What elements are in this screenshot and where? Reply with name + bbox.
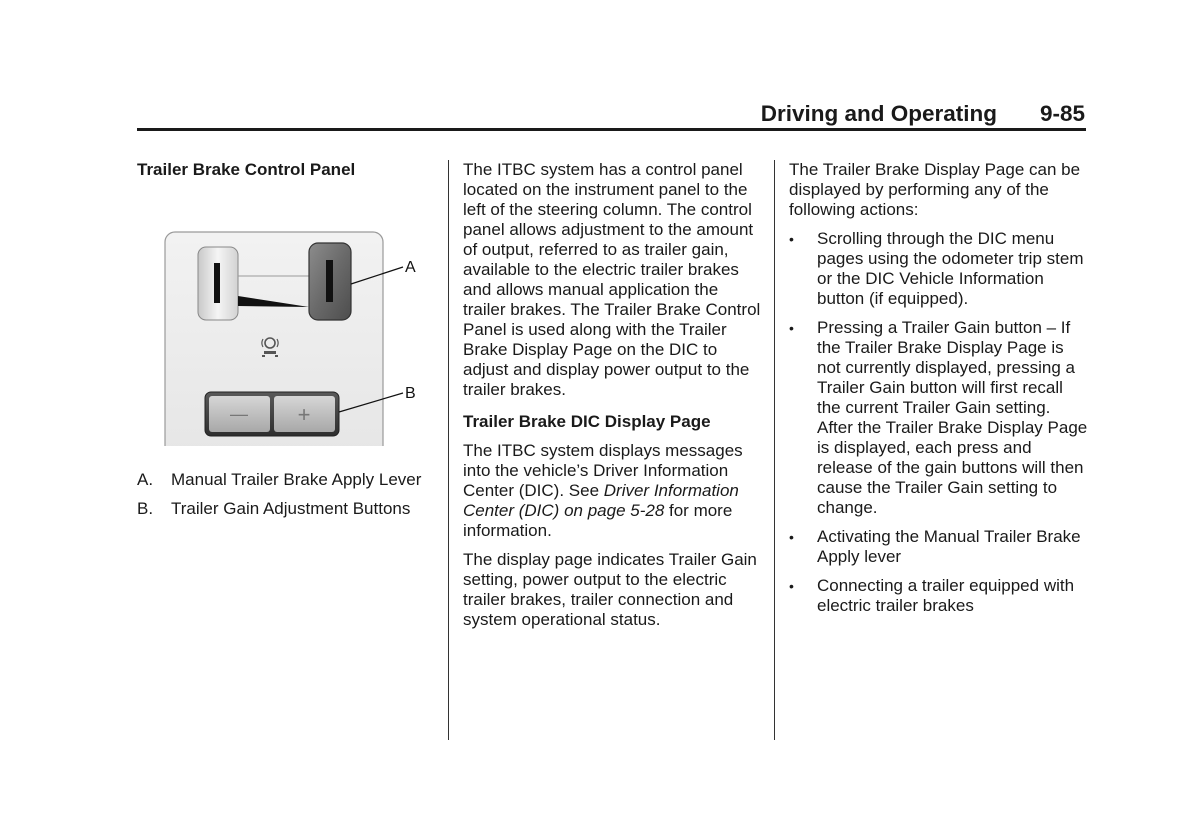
list-item: • Pressing a Trailer Gain button – If the Trailer Brake Display Page is not currently displayed, pressing a Trailer Gain button will first recall the current Trailer Gain setting. After the Trailer Brake Display Page is displayed, each press and release of the gain buttons will then cause the Trailer Gain setting to change. bbox=[789, 318, 1089, 518]
actions-intro: The Trailer Brake Display Page can be displayed by performing any of the following actions: bbox=[789, 160, 1081, 219]
header-rule bbox=[137, 128, 1086, 131]
column-divider-1 bbox=[448, 160, 449, 740]
list-item: • Activating the Manual Trailer Brake Apply lever bbox=[789, 527, 1089, 567]
figure-legend bbox=[137, 470, 437, 519]
figure-heading: Trailer Brake Control Panel bbox=[137, 160, 356, 179]
display-page-paragraph: The display page indicates Trailer Gain setting, power output to the electric trailer brakes, trailer connection and system operational status. bbox=[463, 550, 757, 629]
section-title: Driving and Operating bbox=[760, 101, 997, 126]
callout-a: A bbox=[405, 259, 416, 276]
page-number: 9-85 bbox=[1039, 101, 1085, 126]
list-item: • Scrolling through the DIC menu pages using the odometer trip stem or the DIC Vehicle Information button (if equipped). bbox=[789, 229, 1089, 309]
dic-cross-reference: Driver Information Center (DIC) on page 5-28 bbox=[463, 481, 739, 520]
column-1 bbox=[137, 160, 437, 528]
minus-glyph: — bbox=[230, 404, 248, 424]
list-item: • Connecting a trailer equipped with electric trailer brakes bbox=[789, 576, 1089, 616]
plus-glyph: + bbox=[297, 402, 311, 427]
itbc-description: The ITBC system has a control panel located on the instrument panel to the left of the steering column. The control panel allows adjustment to the amount of output, referred to as trailer gain, available to the electric trailer brakes and allows manual application the trailer brakes. The Trailer Brake Control Panel is used along with the Trailer Brake Display Page on the DIC to adjust and display power output to the trailer brakes. bbox=[463, 160, 761, 399]
column-2 bbox=[463, 160, 761, 639]
column-3 bbox=[789, 160, 1089, 625]
legend-item-a: A. Manual Trailer Brake Apply Lever bbox=[137, 470, 422, 489]
control-panel-illustration bbox=[137, 196, 437, 446]
column-divider-2 bbox=[774, 160, 775, 740]
legend-item-b: B. Trailer Gain Adjustment Buttons bbox=[137, 499, 411, 518]
actions-list bbox=[789, 229, 1089, 616]
dic-display-heading: Trailer Brake DIC Display Page bbox=[463, 412, 711, 431]
dic-messages-paragraph: The ITBC system displays messages into the vehicle’s Driver Information Center (DIC). See Driver Information Center (DIC) on page 5-28 for more information. bbox=[463, 441, 743, 540]
callout-b: B bbox=[405, 385, 416, 402]
control-panel-figure bbox=[137, 196, 437, 446]
